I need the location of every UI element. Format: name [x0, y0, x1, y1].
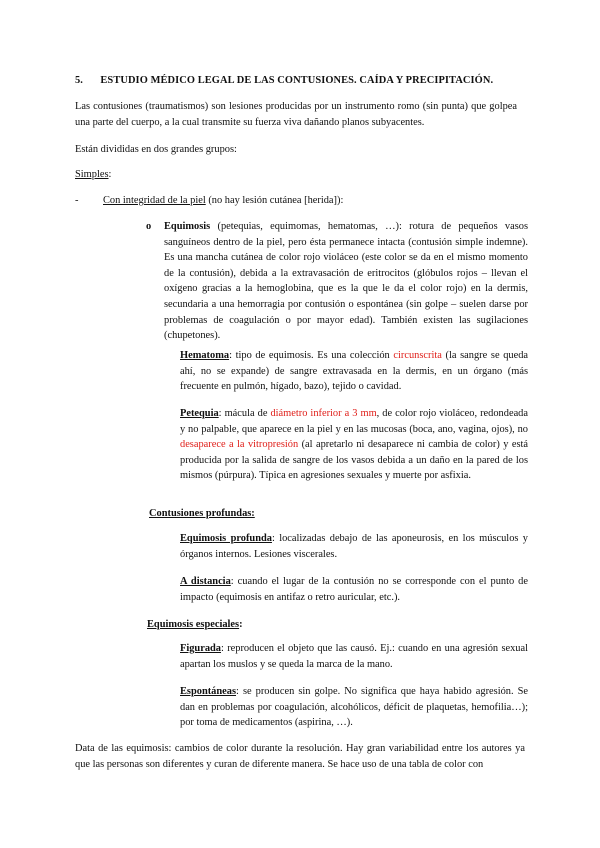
section-heading: [75, 73, 545, 89]
hematoma-paragraph: [180, 348, 528, 395]
a-distancia-paragraph: [180, 574, 528, 605]
petequia-text-c: (al apretarlo ni desaparece ni cambia de color) y está producida por la salida de sangre de los vasos debida a un daño en la pared de los mismos (púrpura). Típica en agresiones sexuales y muerte por asfixia.: [180, 439, 528, 482]
figurada-paragraph: [180, 641, 528, 672]
equimosis-paragraph: [164, 219, 528, 344]
integridad-label: Con integridad de la piel: [103, 195, 206, 206]
profundas-heading: Contusiones profundas:: [149, 508, 255, 519]
figurada-term: Figurada: [180, 643, 221, 654]
especiales-colon: :: [239, 619, 243, 630]
petequia-red-vitropresion: desaparece a la vitropresión: [180, 439, 299, 451]
integridad-item: [103, 193, 523, 209]
a-distancia-term: A distancia: [180, 576, 231, 587]
espontaneas-text: : se producen sin golpe. No significa que haya habido agresión. Se dan en problemas por coagulación, alcohólicos, déficit de plaquetas, hemofilia…); por toma de medicamentos (aspirina, …).: [180, 686, 528, 729]
equimosis-text: (petequias, equimomas, hematomas, …): rotura de pequeños vasos sanguíneos dentro de la piel, pero ésta permanece intacta (contusión simple indemne). Es una mancha cutánea de color rojo violáceo (este color se da en el mismo momento de la contusión), debida a la extravasación de eritrocitos (glóbulos rojos – llevan el oxígeno gracias a la hemoglobina, que es la que le da el color rojo) en la dermis, secundaria a una hemorragia por contusión o espontánea (sin golpe – suelen darse por problemas de coagulación o por mayor edad). También existen las sugilaciones (chupetones).: [164, 221, 528, 342]
integridad-rest: (no hay lesión cutánea [herida]):: [205, 195, 344, 206]
especiales-heading: [147, 617, 243, 633]
equimosis-term: Equimosis: [164, 221, 211, 232]
equimosis-profunda-term: Equimosis profunda: [180, 533, 272, 544]
especiales-label: Equimosis especiales: [147, 619, 240, 630]
section-number: 5.: [75, 75, 83, 86]
petequia-term: Petequia: [180, 408, 219, 419]
circle-bullet: o: [146, 221, 152, 232]
espontaneas-paragraph: [180, 684, 528, 731]
equimosis-profunda-paragraph: [180, 531, 528, 562]
dash-bullet: -: [75, 195, 79, 206]
petequia-text-a: : mácula de: [218, 408, 271, 419]
hematoma-term: Hematoma: [180, 350, 230, 361]
hematoma-red-term: circunscrita: [393, 350, 442, 361]
simples-heading: [75, 167, 111, 183]
figurada-text: : reproducen el objeto que las causó. Ej.: cuando en una agresión sexual apartan los muslos y se queda la marca de la mano.: [180, 643, 528, 670]
section-title: ESTUDIO MÉDICO LEGAL DE LAS CONTUSIONES. CAÍDA Y PRECIPITACIÓN.: [100, 75, 494, 86]
intro-paragraph: Las contusiones (traumatismos) son lesiones producidas por un instrumento romo (sin punta) que golpea una parte del cuerpo, a la cual transmite su fuerza viva dañando planos subyacentes.: [75, 101, 517, 128]
data-paragraph: Data de las equimosis: cambios de color durante la resolución. Hay gran variabilidad entre los autores ya que las personas son diferentes y curan de diferente manera. Se hace uso de una tabla de color con: [75, 743, 525, 770]
simples-label: Simples: [75, 169, 109, 180]
a-distancia-text: : cuando el lugar de la contusión no se corresponde con el punto de impacto (equimosis en antifaz o retro auricular, etc.).: [180, 576, 528, 603]
hematoma-text-b: (la sangre se queda ahí, no se expande) de sangre extravasada en la dermis, en un órgano (más frecuente en pulmón, hígado, bazo), tejido o cavidad.: [180, 350, 529, 393]
equimosis-profunda-text: : localizadas debajo de las aponeurosis, en los músculos y órganos internos. Lesiones viscerales.: [180, 533, 528, 560]
espontaneas-term: Espontáneas: [180, 686, 237, 697]
hematoma-text-a: : tipo de equimosis. Es una colección: [229, 350, 394, 361]
petequia-red-diameter: diámetro inferior a 3 mm: [270, 408, 377, 419]
petequia-paragraph: [180, 406, 528, 484]
petequia-text-b: , de color rojo violáceo, redondeada y no palpable, que aparece en la piel y en las mucosas (boca, ano, vagina, ojos), no: [180, 408, 528, 435]
simples-colon: :: [108, 169, 112, 180]
groups-paragraph: Están divididas en dos grandes grupos:: [75, 144, 237, 155]
